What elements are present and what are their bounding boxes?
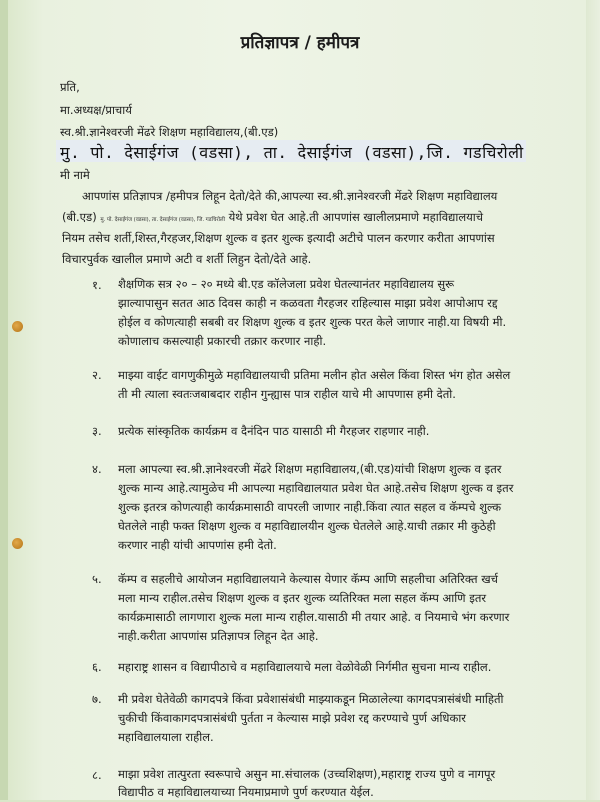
clause-8-line-2: विद्यापीठ व महाविद्यालयाच्या नियमाप्रमाणे पुर्ण करण्यात येईल. <box>118 785 374 799</box>
clause-number: ४. <box>92 462 102 476</box>
college-name: स्व.श्री.ज्ञानेश्वरजी मेंढरे शिक्षण महाविद्यालय,(बी.एड) <box>60 125 279 139</box>
clause-7-line-2: चुकीची किंवाकागदपत्रासंबंधी पुर्तता न केल्यास माझे प्रवेश रद्द करण्याचे पुर्ण अधिकार <box>118 711 467 725</box>
clause-7-line-1: मी प्रवेश घेतेवेळी कागदपत्रे किंवा प्रवेशासंबंधी माझ्याकडून मिळालेल्या कागदपत्रासंबंधी माहिती <box>118 692 504 706</box>
addressee: मा.अध्यक्ष/प्राचार्य <box>60 103 132 117</box>
punch-hole-bottom <box>12 538 23 549</box>
clause-number: ६. <box>92 660 102 674</box>
clause-7-line-3: महाविद्यालयाला राहील. <box>118 730 214 744</box>
clause-4-line-1: मला आपल्या स्व.श्री.ज्ञानेश्वरजी मेंढरे शिक्षण महाविद्यालय,(बी.एड)यांची शिक्षण शुल्क व इतर <box>118 462 502 476</box>
intro-line-2-end: येथे प्रवेश घेत आहे.ती आपणांस खालीलप्रमाणे महाविद्यालयाचे <box>228 210 484 224</box>
clause-8-line-1: माझा प्रवेश तात्पुरता स्वरूपाचे असुन मा.संचालक (उच्चशिक्षण),महाराष्ट्र राज्य पुणे व नागपूर <box>118 767 496 781</box>
clause-1-line-2: झाल्यापासुन सतत आठ दिवस काही न कळवता गैरहजर राहिल्यास माझा प्रवेश आपोआप रद्द <box>118 296 498 310</box>
clause-4-line-4: घेतलेले नाही फक्त शिक्षण शुल्क व महाविद्यालयीन शुल्क घेतलेले आहे.याची तक्रार मी कुठेही <box>118 519 496 533</box>
clause-5-line-2: मला मान्य राहील.तसेच शिक्षण शुल्क व इतर शुल्क व्यतिरिक्त मला सहल कॅम्प आणि इतर <box>118 591 487 605</box>
clause-2-line-1: माझ्या वाईट वागणुकीमुळे महाविद्यालयाची प्रतिमा मलीन होत असेल किंवा शिस्त भंग होत असेल <box>118 368 511 382</box>
address-stamp-text: मु. पो. देसाईगंज (वडसा), ता. देसाईगंज (वडसा),जि. गडचिरोली <box>60 143 524 162</box>
intro-line-3: नियम तसेच शर्ती,शिस्त,गैरहजर,शिक्षण शुल्क व इतर शुल्क इत्यादी अटीचे पालन करणार करीता आपणांस <box>62 231 495 245</box>
intro-line-2 <box>62 208 483 230</box>
clause-5-line-4: नाही.करीता आपणांस प्रतिज्ञापत्र लिहून देत आहे. <box>118 629 319 643</box>
clause-1-line-4: कोणालाच कसल्याही प्रकारची तक्रार करणार नाही. <box>118 334 327 348</box>
clause-3-line-1: प्रत्येक सांस्कृतिक कार्यक्रम व दैनंदिन पाठ यासाठी मी गैरहजर राहणार नाही. <box>118 424 430 438</box>
clause-number: १. <box>92 278 102 292</box>
clause-1-line-1: शैक्षणिक सत्र २० – २० मध्ये बी.एड कॉलेजला प्रवेश घेतल्यानंतर महाविद्यालय सुरू <box>118 277 455 291</box>
clause-number: ८. <box>92 768 102 782</box>
clause-4-line-5: करणार नाही यांची आपणांस हमी देतो. <box>118 538 277 552</box>
clause-4-line-2: शुल्क मान्य आहे.त्यामुळेच मी आपल्या महाविद्यालयात प्रवेश घेत आहे.तसेच शिक्षण शुल्क व इतर <box>118 481 514 495</box>
intro-line-2-start: (बी.एड) <box>62 210 97 224</box>
name-label: मी नामे <box>60 168 90 182</box>
clause-6-line-1: महाराष्ट्र शासन व विद्यापीठाचे व महाविद्यालयाचे मला वेळोवेळी निर्गमीत सुचना मान्य राहील. <box>118 660 492 674</box>
address-stamp <box>56 140 526 162</box>
clause-2-line-2: ती मी त्याला स्वतःजबाबदार राहीन गुन्ह्यास पात्र राहील याचे मी आपणास हमी देतो. <box>118 387 456 401</box>
clause-4-line-3: शुल्क इतरत्र कोणत्याही कार्यक्रमासाठी वापरली जाणार नाही.किंवा त्यात सहल व कॅम्पचे शुल्क <box>118 500 502 514</box>
to-label: प्रति, <box>60 80 80 94</box>
intro-line-1: आपणांस प्रतिज्ञापत्र /हमीपत्र लिहून देतो/देते की,आपल्या स्व.श्री.ज्ञानेश्वरजी मेंढरे शिक्षण महाविद्यालय <box>82 189 498 203</box>
paper-right-edge <box>586 0 600 800</box>
clause-number: २. <box>92 368 102 382</box>
clause-5-line-1: कॅम्प व सहलीचे आयोजन महाविद्यालयाने केल्यास येणार कॅम्प आणि सहलीचा अतिरिक्त खर्च <box>118 572 498 586</box>
intro-line-4: विचारपुर्वक खालील प्रमाणे अटी व शर्ती लिहुन देतो/देते आहे. <box>62 252 312 266</box>
clause-5-line-3: कार्यक्रमासाठी लागणारा शुल्क मला मान्य राहील.यासाठी मी तयार आहे. व नियमाचे भंग करणार <box>118 610 510 624</box>
clause-1-line-3: होईल व कोणत्याही सबबी वर शिक्षण शुल्क व इतर शुल्क परत केले जाणार नाही.या विषयी मी. <box>118 315 507 329</box>
clause-number: ७. <box>92 692 102 706</box>
punch-hole-top <box>12 321 23 332</box>
clause-number: ५. <box>92 572 102 586</box>
document-title: प्रतिज्ञापत्र / हमीपत्र <box>240 33 360 53</box>
intro-small-stamp: मु. पो. देसाईगंज (वडसा), ता. देसाईगंज (वडसा), जि. गडचिरोली <box>100 217 225 223</box>
clause-number: ३. <box>92 424 102 438</box>
